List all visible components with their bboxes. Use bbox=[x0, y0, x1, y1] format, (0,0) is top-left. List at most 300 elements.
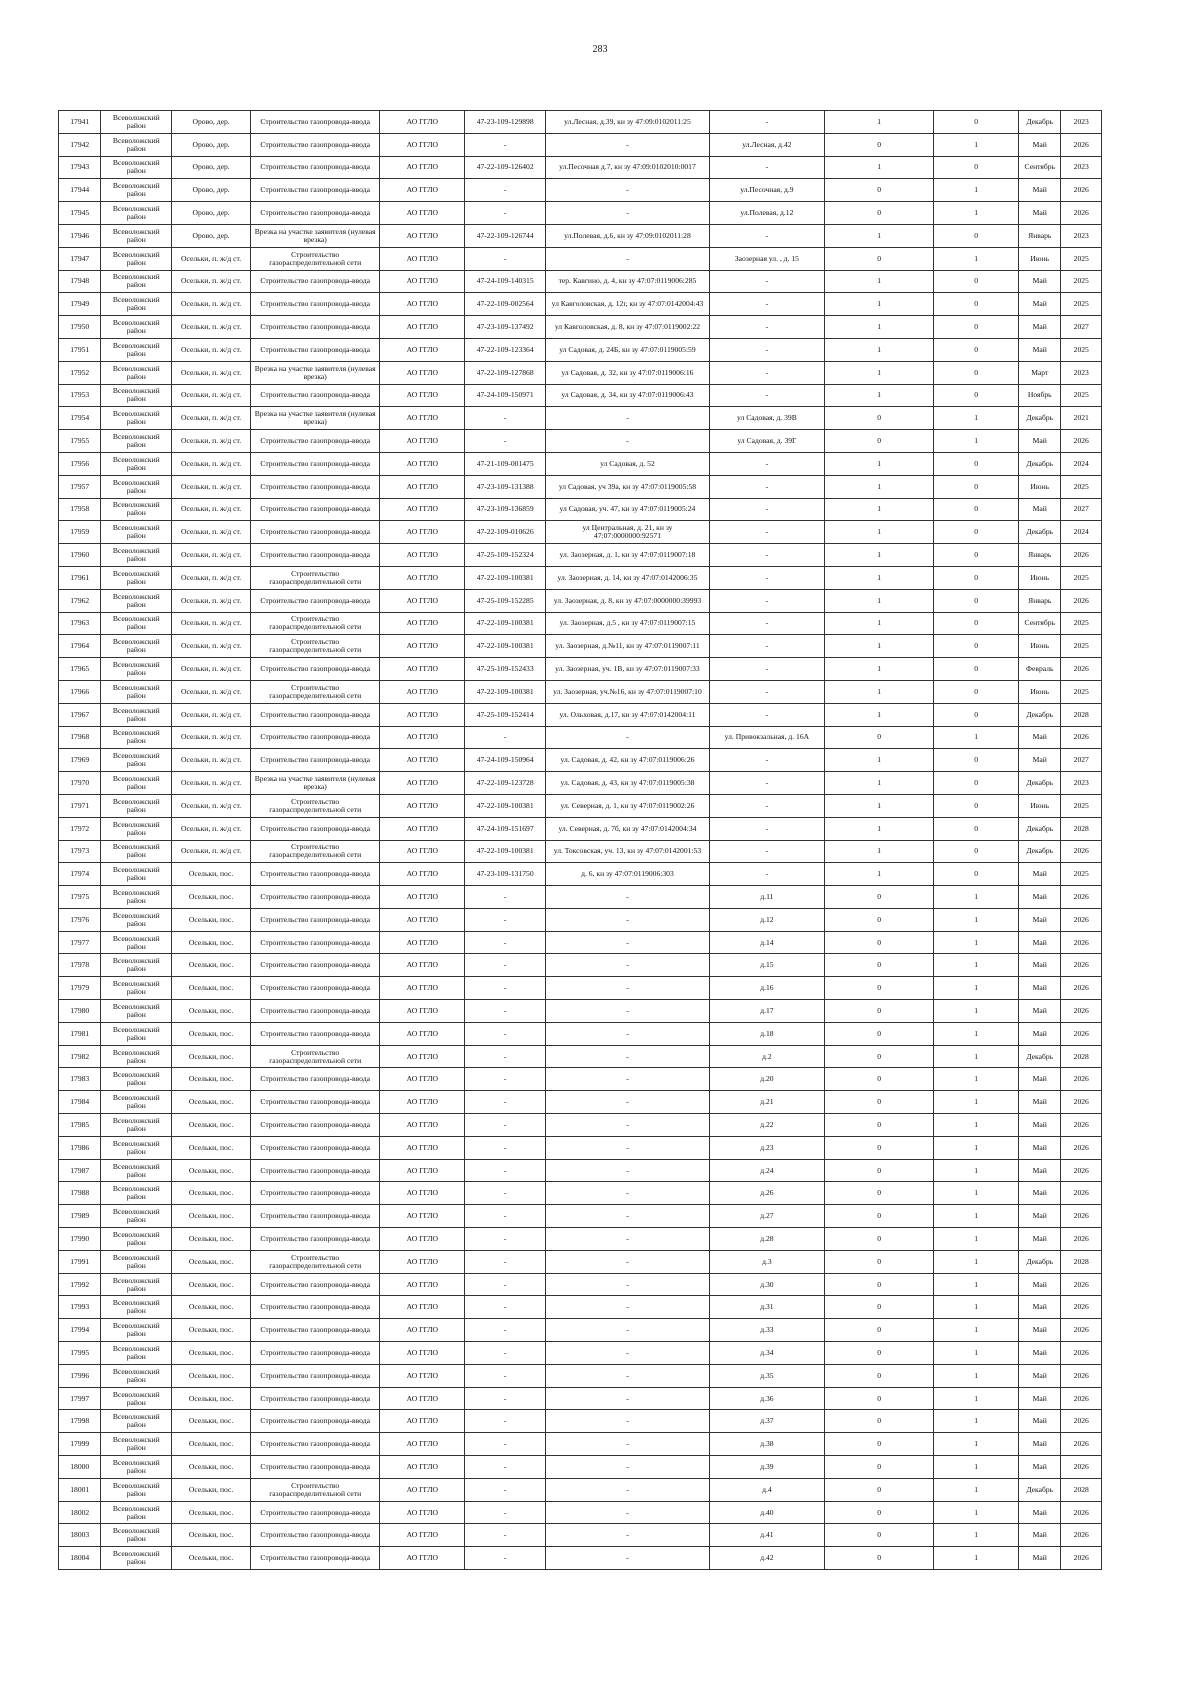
table-row bbox=[59, 544, 1102, 567]
cell-year: 2026 bbox=[1061, 179, 1102, 202]
registry-body bbox=[59, 111, 1102, 1570]
cell-application-number: 47-22-109-100381 bbox=[465, 612, 546, 635]
cell-count-a: 0 bbox=[825, 1433, 934, 1456]
cell-count-a: 1 bbox=[825, 772, 934, 795]
cell-organization: АО ГГЛО bbox=[380, 1319, 465, 1342]
cell-district: Всеволожский район bbox=[101, 612, 172, 635]
cell-row-number: 17948 bbox=[59, 270, 101, 293]
cell-settlement: Осельки, п. ж/д ст. bbox=[172, 407, 251, 430]
cell-year: 2026 bbox=[1061, 202, 1102, 225]
cell-count-a: 0 bbox=[825, 1159, 934, 1182]
cell-settlement: Осельки, пос. bbox=[172, 863, 251, 886]
cell-count-a: 0 bbox=[825, 1205, 934, 1228]
cell-cadastral-address: ул.Полевая, д.6, кн зу 47:09:0102011:28 bbox=[546, 224, 710, 247]
cell-month: Май bbox=[1019, 179, 1061, 202]
cell-year: 2025 bbox=[1061, 680, 1102, 703]
cell-organization: АО ГГЛО bbox=[380, 794, 465, 817]
cell-month: Декабрь bbox=[1019, 1250, 1061, 1273]
cell-work-type: Строительство газопровода-ввода bbox=[251, 1228, 380, 1251]
cell-organization: АО ГГЛО bbox=[380, 1273, 465, 1296]
cell-work-type: Строительство газопровода-ввода bbox=[251, 338, 380, 361]
cell-year: 2026 bbox=[1061, 1410, 1102, 1433]
cell-cadastral-address: ул Садовая, уч. 47, кн зу 47:07:0119005:24 bbox=[546, 498, 710, 521]
cell-count-b: 0 bbox=[934, 316, 1019, 339]
cell-settlement: Осельки, п. ж/д ст. bbox=[172, 247, 251, 270]
cell-cadastral-address: - bbox=[546, 430, 710, 453]
cell-planned-address: - bbox=[709, 817, 824, 840]
cell-count-b: 0 bbox=[934, 840, 1019, 863]
cell-cadastral-address: ул.Лесная, д.39, кн зу 47:09:0102011:25 bbox=[546, 111, 710, 134]
cell-application-number: - bbox=[465, 1273, 546, 1296]
cell-work-type: Строительство газопровода-ввода bbox=[251, 1159, 380, 1182]
cell-planned-address: д.33 bbox=[709, 1319, 824, 1342]
cell-cadastral-address: ул Садовая, д. 32, кн зу 47:07:0119006:16 bbox=[546, 361, 710, 384]
cell-application-number: - bbox=[465, 1524, 546, 1547]
cell-count-b: 1 bbox=[934, 1296, 1019, 1319]
cell-organization: АО ГГЛО bbox=[380, 1456, 465, 1479]
cell-count-b: 0 bbox=[934, 635, 1019, 658]
cell-month: Май bbox=[1019, 1273, 1061, 1296]
cell-planned-address: д.37 bbox=[709, 1410, 824, 1433]
cell-settlement: Осельки, п. ж/д ст. bbox=[172, 270, 251, 293]
cell-row-number: 17987 bbox=[59, 1159, 101, 1182]
cell-cadastral-address: - bbox=[546, 1524, 710, 1547]
table-row bbox=[59, 703, 1102, 726]
cell-count-a: 0 bbox=[825, 1045, 934, 1068]
cell-cadastral-address: - bbox=[546, 1319, 710, 1342]
cell-count-b: 0 bbox=[934, 658, 1019, 681]
cell-month: Май bbox=[1019, 931, 1061, 954]
cell-settlement: Осельки, пос. bbox=[172, 908, 251, 931]
cell-work-type: Строительство газопровода-ввода bbox=[251, 179, 380, 202]
cell-work-type: Строительство газопровода-ввода bbox=[251, 270, 380, 293]
cell-organization: АО ГГЛО bbox=[380, 1159, 465, 1182]
cell-planned-address: - bbox=[709, 498, 824, 521]
cell-year: 2026 bbox=[1061, 1547, 1102, 1570]
cell-row-number: 17991 bbox=[59, 1250, 101, 1273]
cell-count-b: 1 bbox=[934, 908, 1019, 931]
cell-planned-address: - bbox=[709, 452, 824, 475]
cell-work-type: Строительство газопровода-ввода bbox=[251, 475, 380, 498]
cell-work-type: Строительство газопровода-ввода bbox=[251, 1114, 380, 1137]
cell-work-type: Строительство газопровода-ввода bbox=[251, 954, 380, 977]
cell-planned-address: д.12 bbox=[709, 908, 824, 931]
cell-district: Всеволожский район bbox=[101, 680, 172, 703]
cell-month: Декабрь bbox=[1019, 407, 1061, 430]
cell-cadastral-address: - bbox=[546, 1136, 710, 1159]
cell-district: Всеволожский район bbox=[101, 1410, 172, 1433]
cell-application-number: 47-22-109-002564 bbox=[465, 293, 546, 316]
cell-row-number: 17982 bbox=[59, 1045, 101, 1068]
cell-cadastral-address: ул. Заозерная, д. 8, кн зу 47:07:0000000:39993 bbox=[546, 589, 710, 612]
cell-organization: АО ГГЛО bbox=[380, 772, 465, 795]
cell-cadastral-address: ул. Заозерная, д.№11, кн зу 47:07:0119007:11 bbox=[546, 635, 710, 658]
cell-work-type: Строительство газопровода-ввода bbox=[251, 498, 380, 521]
cell-month: Декабрь bbox=[1019, 111, 1061, 134]
cell-settlement: Осельки, пос. bbox=[172, 1547, 251, 1570]
cell-district: Всеволожский район bbox=[101, 224, 172, 247]
cell-settlement: Осельки, пос. bbox=[172, 977, 251, 1000]
cell-cadastral-address: ул Садовая, д. 24Б, кн зу 47:07:0119005:59 bbox=[546, 338, 710, 361]
cell-row-number: 17983 bbox=[59, 1068, 101, 1091]
cell-planned-address: д.35 bbox=[709, 1364, 824, 1387]
cell-row-number: 17981 bbox=[59, 1022, 101, 1045]
table-row bbox=[59, 908, 1102, 931]
cell-work-type: Строительство газопровода-ввода bbox=[251, 931, 380, 954]
cell-planned-address: - bbox=[709, 840, 824, 863]
cell-planned-address: ул.Полевая, д.12 bbox=[709, 202, 824, 225]
cell-organization: АО ГГЛО bbox=[380, 247, 465, 270]
cell-application-number: - bbox=[465, 1342, 546, 1365]
cell-year: 2025 bbox=[1061, 566, 1102, 589]
table-row bbox=[59, 977, 1102, 1000]
cell-settlement: Осельки, п. ж/д ст. bbox=[172, 635, 251, 658]
cell-count-b: 1 bbox=[934, 1159, 1019, 1182]
cell-count-b: 0 bbox=[934, 612, 1019, 635]
cell-count-b: 1 bbox=[934, 1456, 1019, 1479]
cell-application-number: 47-23-109-131750 bbox=[465, 863, 546, 886]
cell-cadastral-address: - bbox=[546, 1296, 710, 1319]
cell-application-number: 47-22-109-126744 bbox=[465, 224, 546, 247]
table-row bbox=[59, 247, 1102, 270]
cell-month: Май bbox=[1019, 1410, 1061, 1433]
cell-organization: АО ГГЛО bbox=[380, 680, 465, 703]
cell-count-a: 0 bbox=[825, 247, 934, 270]
cell-row-number: 17989 bbox=[59, 1205, 101, 1228]
cell-month: Май bbox=[1019, 316, 1061, 339]
cell-month: Май bbox=[1019, 1547, 1061, 1570]
cell-count-a: 0 bbox=[825, 1182, 934, 1205]
cell-district: Всеволожский район bbox=[101, 1068, 172, 1091]
cell-district: Всеволожский район bbox=[101, 498, 172, 521]
cell-row-number: 17964 bbox=[59, 635, 101, 658]
cell-row-number: 17945 bbox=[59, 202, 101, 225]
cell-cadastral-address: - bbox=[546, 1250, 710, 1273]
cell-count-b: 0 bbox=[934, 680, 1019, 703]
cell-count-b: 0 bbox=[934, 566, 1019, 589]
cell-month: Май bbox=[1019, 1205, 1061, 1228]
cell-organization: АО ГГЛО bbox=[380, 1228, 465, 1251]
table-row bbox=[59, 658, 1102, 681]
cell-district: Всеволожский район bbox=[101, 1387, 172, 1410]
cell-count-a: 1 bbox=[825, 498, 934, 521]
cell-cadastral-address: - bbox=[546, 1456, 710, 1479]
cell-cadastral-address: - bbox=[546, 1342, 710, 1365]
cell-work-type: Строительство газопровода-ввода bbox=[251, 521, 380, 544]
cell-count-b: 1 bbox=[934, 886, 1019, 909]
cell-count-a: 0 bbox=[825, 977, 934, 1000]
cell-work-type: Строительство газопровода-ввода bbox=[251, 1319, 380, 1342]
cell-work-type: Строительство газопровода-ввода bbox=[251, 316, 380, 339]
cell-cadastral-address: - bbox=[546, 1410, 710, 1433]
cell-count-b: 0 bbox=[934, 794, 1019, 817]
table-row bbox=[59, 133, 1102, 156]
cell-settlement: Осельки, пос. bbox=[172, 1000, 251, 1023]
cell-count-a: 1 bbox=[825, 270, 934, 293]
cell-count-a: 1 bbox=[825, 361, 934, 384]
cell-count-a: 0 bbox=[825, 931, 934, 954]
cell-month: Декабрь bbox=[1019, 840, 1061, 863]
cell-year: 2025 bbox=[1061, 794, 1102, 817]
table-row bbox=[59, 1182, 1102, 1205]
cell-cadastral-address: ул. Ольховая, д.17, кн зу 47:07:0142004:11 bbox=[546, 703, 710, 726]
cell-district: Всеволожский район bbox=[101, 430, 172, 453]
cell-planned-address: д.14 bbox=[709, 931, 824, 954]
cell-district: Всеволожский район bbox=[101, 111, 172, 134]
cell-count-a: 1 bbox=[825, 224, 934, 247]
cell-count-b: 1 bbox=[934, 1319, 1019, 1342]
cell-row-number: 17974 bbox=[59, 863, 101, 886]
cell-cadastral-address: - bbox=[546, 1228, 710, 1251]
cell-organization: АО ГГЛО bbox=[380, 1296, 465, 1319]
cell-district: Всеволожский район bbox=[101, 954, 172, 977]
cell-organization: АО ГГЛО bbox=[380, 1524, 465, 1547]
cell-year: 2023 bbox=[1061, 156, 1102, 179]
cell-row-number: 17999 bbox=[59, 1433, 101, 1456]
cell-cadastral-address: ул. Северная, д. 1, кн зу 47:07:0119002:26 bbox=[546, 794, 710, 817]
cell-year: 2027 bbox=[1061, 316, 1102, 339]
cell-cadastral-address: - bbox=[546, 886, 710, 909]
cell-row-number: 17978 bbox=[59, 954, 101, 977]
cell-work-type: Строительство газопровода-ввода bbox=[251, 863, 380, 886]
cell-organization: АО ГГЛО bbox=[380, 293, 465, 316]
cell-planned-address: ул.Лесная, д.42 bbox=[709, 133, 824, 156]
cell-planned-address: - bbox=[709, 635, 824, 658]
cell-work-type: Строительство газораспределительной сети bbox=[251, 566, 380, 589]
cell-month: Май bbox=[1019, 1068, 1061, 1091]
cell-count-b: 0 bbox=[934, 361, 1019, 384]
cell-row-number: 17979 bbox=[59, 977, 101, 1000]
cell-year: 2026 bbox=[1061, 544, 1102, 567]
cell-year: 2028 bbox=[1061, 817, 1102, 840]
cell-cadastral-address: тер. Кавгино, д. 4, кн зу 47:07:0119006:285 bbox=[546, 270, 710, 293]
cell-application-number: - bbox=[465, 908, 546, 931]
cell-application-number: 47-23-109-137492 bbox=[465, 316, 546, 339]
cell-organization: АО ГГЛО bbox=[380, 498, 465, 521]
cell-organization: АО ГГЛО bbox=[380, 566, 465, 589]
cell-settlement: Осельки, п. ж/д ст. bbox=[172, 703, 251, 726]
cell-year: 2026 bbox=[1061, 1387, 1102, 1410]
cell-row-number: 17961 bbox=[59, 566, 101, 589]
cell-count-b: 0 bbox=[934, 111, 1019, 134]
cell-cadastral-address: - bbox=[546, 1182, 710, 1205]
cell-work-type: Строительство газопровода-ввода bbox=[251, 1456, 380, 1479]
cell-work-type: Врезка на участке заявителя (нулевая врезка) bbox=[251, 772, 380, 795]
cell-application-number: - bbox=[465, 931, 546, 954]
cell-organization: АО ГГЛО bbox=[380, 1547, 465, 1570]
cell-row-number: 17984 bbox=[59, 1091, 101, 1114]
cell-month: Декабрь bbox=[1019, 703, 1061, 726]
cell-organization: АО ГГЛО bbox=[380, 1342, 465, 1365]
cell-year: 2024 bbox=[1061, 521, 1102, 544]
cell-settlement: Осельки, пос. bbox=[172, 1250, 251, 1273]
cell-cadastral-address: - bbox=[546, 1433, 710, 1456]
cell-cadastral-address: - bbox=[546, 1000, 710, 1023]
cell-district: Всеволожский район bbox=[101, 566, 172, 589]
cell-count-a: 0 bbox=[825, 1228, 934, 1251]
cell-cadastral-address: - bbox=[546, 247, 710, 270]
cell-count-a: 1 bbox=[825, 794, 934, 817]
cell-settlement: Осельки, пос. bbox=[172, 1433, 251, 1456]
table-row bbox=[59, 612, 1102, 635]
cell-district: Всеволожский район bbox=[101, 293, 172, 316]
table-row bbox=[59, 589, 1102, 612]
cell-work-type: Строительство газопровода-ввода bbox=[251, 1410, 380, 1433]
cell-district: Всеволожский район bbox=[101, 886, 172, 909]
cell-application-number: - bbox=[465, 1136, 546, 1159]
cell-district: Всеволожский район bbox=[101, 726, 172, 749]
cell-month: Май bbox=[1019, 430, 1061, 453]
cell-planned-address: д.39 bbox=[709, 1456, 824, 1479]
cell-year: 2028 bbox=[1061, 1250, 1102, 1273]
cell-application-number: 47-22-109-100381 bbox=[465, 635, 546, 658]
table-row bbox=[59, 475, 1102, 498]
cell-month: Май bbox=[1019, 1091, 1061, 1114]
cell-district: Всеволожский район bbox=[101, 863, 172, 886]
cell-count-a: 0 bbox=[825, 1296, 934, 1319]
cell-work-type: Строительство газопровода-ввода bbox=[251, 1547, 380, 1570]
cell-row-number: 17959 bbox=[59, 521, 101, 544]
cell-planned-address: д.27 bbox=[709, 1205, 824, 1228]
cell-month: Май bbox=[1019, 1456, 1061, 1479]
cell-planned-address: д.41 bbox=[709, 1524, 824, 1547]
cell-organization: АО ГГЛО bbox=[380, 1000, 465, 1023]
cell-application-number: 47-22-109-010626 bbox=[465, 521, 546, 544]
cell-count-b: 1 bbox=[934, 1273, 1019, 1296]
cell-year: 2026 bbox=[1061, 1091, 1102, 1114]
cell-row-number: 18004 bbox=[59, 1547, 101, 1570]
cell-count-b: 0 bbox=[934, 703, 1019, 726]
cell-cadastral-address: - bbox=[546, 1114, 710, 1137]
cell-district: Всеволожский район bbox=[101, 1250, 172, 1273]
table-row bbox=[59, 1045, 1102, 1068]
cell-month: Май bbox=[1019, 498, 1061, 521]
table-row bbox=[59, 1547, 1102, 1570]
cell-application-number: 47-23-109-136859 bbox=[465, 498, 546, 521]
table-row bbox=[59, 452, 1102, 475]
cell-count-a: 1 bbox=[825, 749, 934, 772]
cell-organization: АО ГГЛО bbox=[380, 1387, 465, 1410]
cell-year: 2026 bbox=[1061, 1205, 1102, 1228]
table-row bbox=[59, 1456, 1102, 1479]
cell-application-number: - bbox=[465, 1456, 546, 1479]
cell-cadastral-address: ул Садовая, д. 34, кн зу 47:07:0119006:43 bbox=[546, 384, 710, 407]
cell-application-number: - bbox=[465, 1387, 546, 1410]
cell-district: Всеволожский район bbox=[101, 1364, 172, 1387]
cell-settlement: Осельки, п. ж/д ст. bbox=[172, 316, 251, 339]
cell-application-number: 47-24-109-151697 bbox=[465, 817, 546, 840]
table-row bbox=[59, 1296, 1102, 1319]
cell-count-a: 0 bbox=[825, 1022, 934, 1045]
cell-count-b: 0 bbox=[934, 589, 1019, 612]
cell-year: 2028 bbox=[1061, 703, 1102, 726]
table-row bbox=[59, 338, 1102, 361]
cell-month: Май bbox=[1019, 977, 1061, 1000]
cell-cadastral-address: - bbox=[546, 202, 710, 225]
cell-work-type: Строительство газопровода-ввода bbox=[251, 749, 380, 772]
table-row bbox=[59, 1501, 1102, 1524]
cell-count-a: 0 bbox=[825, 1501, 934, 1524]
cell-application-number: 47-21-109-001475 bbox=[465, 452, 546, 475]
table-row bbox=[59, 521, 1102, 544]
cell-count-b: 1 bbox=[934, 1022, 1019, 1045]
cell-district: Всеволожский район bbox=[101, 1319, 172, 1342]
cell-district: Всеволожский район bbox=[101, 1501, 172, 1524]
cell-count-b: 1 bbox=[934, 1228, 1019, 1251]
table-row bbox=[59, 1228, 1102, 1251]
cell-year: 2026 bbox=[1061, 1182, 1102, 1205]
cell-cadastral-address: - bbox=[546, 1364, 710, 1387]
cell-organization: АО ГГЛО bbox=[380, 1182, 465, 1205]
cell-organization: АО ГГЛО bbox=[380, 703, 465, 726]
cell-month: Май bbox=[1019, 1319, 1061, 1342]
table-row bbox=[59, 1022, 1102, 1045]
cell-count-b: 0 bbox=[934, 270, 1019, 293]
cell-application-number: - bbox=[465, 1364, 546, 1387]
cell-year: 2026 bbox=[1061, 1296, 1102, 1319]
cell-cadastral-address: ул. Садовая, д. 42, кн зу 47:07:0119006:26 bbox=[546, 749, 710, 772]
cell-work-type: Строительство газораспределительной сети bbox=[251, 1250, 380, 1273]
cell-year: 2026 bbox=[1061, 1068, 1102, 1091]
cell-planned-address: - bbox=[709, 612, 824, 635]
cell-month: Май bbox=[1019, 338, 1061, 361]
cell-count-b: 1 bbox=[934, 1524, 1019, 1547]
cell-organization: АО ГГЛО bbox=[380, 1068, 465, 1091]
registry-table bbox=[58, 110, 1102, 1570]
cell-work-type: Врезка на участке заявителя (нулевая врезка) bbox=[251, 407, 380, 430]
cell-planned-address: д.17 bbox=[709, 1000, 824, 1023]
cell-year: 2025 bbox=[1061, 612, 1102, 635]
cell-month: Июнь bbox=[1019, 635, 1061, 658]
cell-month: Июнь bbox=[1019, 794, 1061, 817]
table-row bbox=[59, 156, 1102, 179]
cell-row-number: 17994 bbox=[59, 1319, 101, 1342]
cell-settlement: Орово, дер. bbox=[172, 111, 251, 134]
cell-month: Май bbox=[1019, 1000, 1061, 1023]
table-row bbox=[59, 635, 1102, 658]
cell-work-type: Строительство газораспределительной сети bbox=[251, 840, 380, 863]
cell-row-number: 17952 bbox=[59, 361, 101, 384]
cell-district: Всеволожский район bbox=[101, 1228, 172, 1251]
cell-month: Январь bbox=[1019, 544, 1061, 567]
cell-work-type: Строительство газопровода-ввода bbox=[251, 1524, 380, 1547]
cell-year: 2026 bbox=[1061, 430, 1102, 453]
cell-settlement: Осельки, пос. bbox=[172, 1068, 251, 1091]
cell-settlement: Осельки, пос. bbox=[172, 1410, 251, 1433]
cell-district: Всеволожский район bbox=[101, 202, 172, 225]
table-row bbox=[59, 931, 1102, 954]
cell-work-type: Строительство газопровода-ввода bbox=[251, 1342, 380, 1365]
cell-month: Июнь bbox=[1019, 566, 1061, 589]
cell-month: Июнь bbox=[1019, 247, 1061, 270]
cell-settlement: Осельки, пос. bbox=[172, 1022, 251, 1045]
cell-settlement: Осельки, п. ж/д ст. bbox=[172, 612, 251, 635]
cell-count-b: 1 bbox=[934, 1068, 1019, 1091]
cell-work-type: Строительство газопровода-ввода bbox=[251, 1182, 380, 1205]
cell-organization: АО ГГЛО bbox=[380, 1478, 465, 1501]
cell-settlement: Осельки, пос. bbox=[172, 1114, 251, 1137]
cell-organization: АО ГГЛО bbox=[380, 156, 465, 179]
cell-row-number: 17969 bbox=[59, 749, 101, 772]
cell-row-number: 17963 bbox=[59, 612, 101, 635]
cell-organization: АО ГГЛО bbox=[380, 1091, 465, 1114]
cell-settlement: Осельки, п. ж/д ст. bbox=[172, 749, 251, 772]
cell-row-number: 18000 bbox=[59, 1456, 101, 1479]
cell-cadastral-address: - bbox=[546, 1068, 710, 1091]
cell-cadastral-address: - bbox=[546, 954, 710, 977]
cell-application-number: - bbox=[465, 1410, 546, 1433]
cell-count-b: 0 bbox=[934, 293, 1019, 316]
